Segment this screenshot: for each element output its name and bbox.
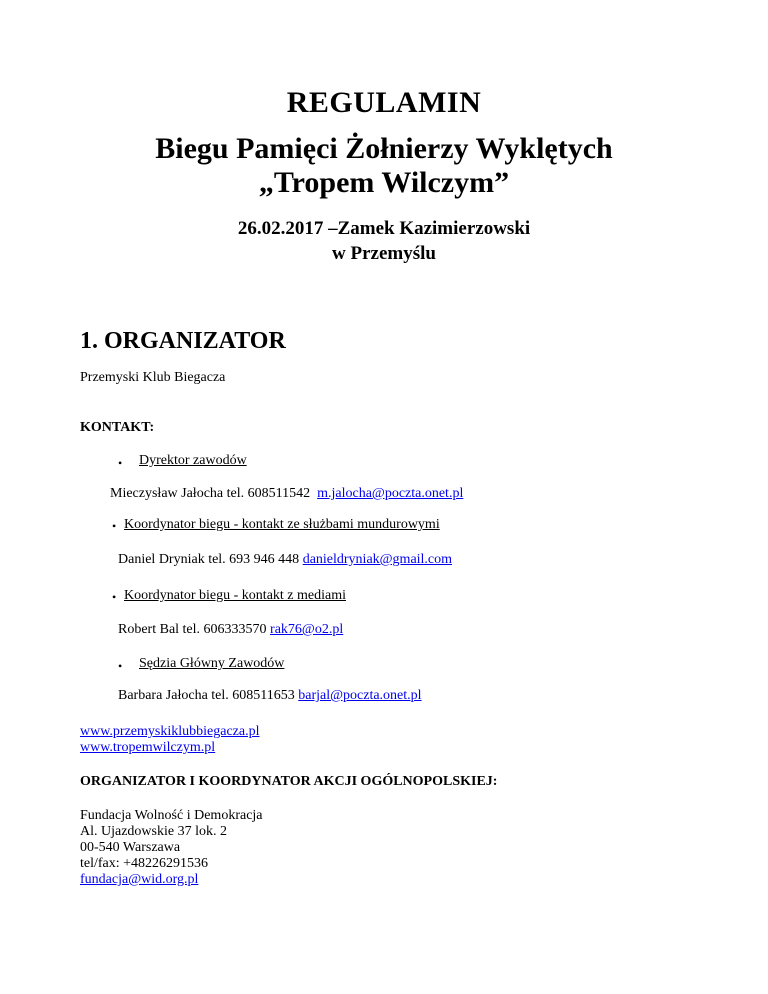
bullet-icon: • <box>118 659 123 673</box>
foundation-address: Al. Ujazdowskie 37 lok. 2 <box>80 824 227 839</box>
document-title: REGULAMIN <box>286 86 482 119</box>
contact-details-media: Robert Bal tel. 606333570 rak76@o2.pl <box>118 622 344 637</box>
contact-details-director: Mieczysław Jałocha tel. 608511542 m.jalocha@poczta.onet.pl <box>110 486 464 501</box>
email-link-media[interactable]: rak76@o2.pl <box>270 622 344 637</box>
foundation-email-link[interactable]: fundacja@wid.org.pl <box>80 872 199 887</box>
national-organizer-label: ORGANIZATOR I KOORDYNATOR AKCJI OGÓLNOPOLSKIEJ: <box>80 774 498 789</box>
email-link-judge[interactable]: barjal@poczta.onet.pl <box>298 688 422 703</box>
event-date-place: 26.02.2017 –Zamek Kazimierzowski <box>237 218 531 239</box>
bullet-icon: • <box>112 590 117 604</box>
event-motto: „Tropem Wilczym” <box>258 166 510 199</box>
contact-role-judge: Sędzia Główny Zawodów <box>139 656 285 671</box>
foundation-name: Fundacja Wolność i Demokracja <box>80 808 263 823</box>
organizer-name: Przemyski Klub Biegacza <box>80 370 226 385</box>
website-link-club[interactable]: www.przemyskiklubbiegacza.pl <box>80 724 260 739</box>
email-link-director[interactable]: m.jalocha@poczta.onet.pl <box>317 486 464 501</box>
bullet-icon: • <box>112 519 117 533</box>
foundation-phone: tel/fax: +48226291536 <box>80 856 209 871</box>
contact-label: KONTAKT: <box>80 420 155 435</box>
section-heading-organizer: 1. ORGANIZATOR <box>80 328 286 354</box>
foundation-city: 00-540 Warszawa <box>80 840 181 855</box>
event-city: w Przemyślu <box>332 243 436 264</box>
bullet-icon: • <box>118 456 123 470</box>
contact-role-director: Dyrektor zawodów <box>139 453 247 468</box>
contact-details-judge: Barbara Jałocha tel. 608511653 barjal@poczta.onet.pl <box>118 688 422 703</box>
contact-details-services: Daniel Dryniak tel. 693 946 448 danieldryniak@gmail.com <box>118 552 453 567</box>
event-name: Biegu Pamięci Żołnierzy Wyklętych <box>155 132 613 165</box>
contact-role-media: Koordynator biegu - kontakt z mediami <box>124 588 346 603</box>
contact-role-services: Koordynator biegu - kontakt ze służbami mundurowymi <box>124 517 440 532</box>
website-link-tropem[interactable]: www.tropemwilczym.pl <box>80 740 216 755</box>
email-link-services[interactable]: danieldryniak@gmail.com <box>302 552 453 567</box>
